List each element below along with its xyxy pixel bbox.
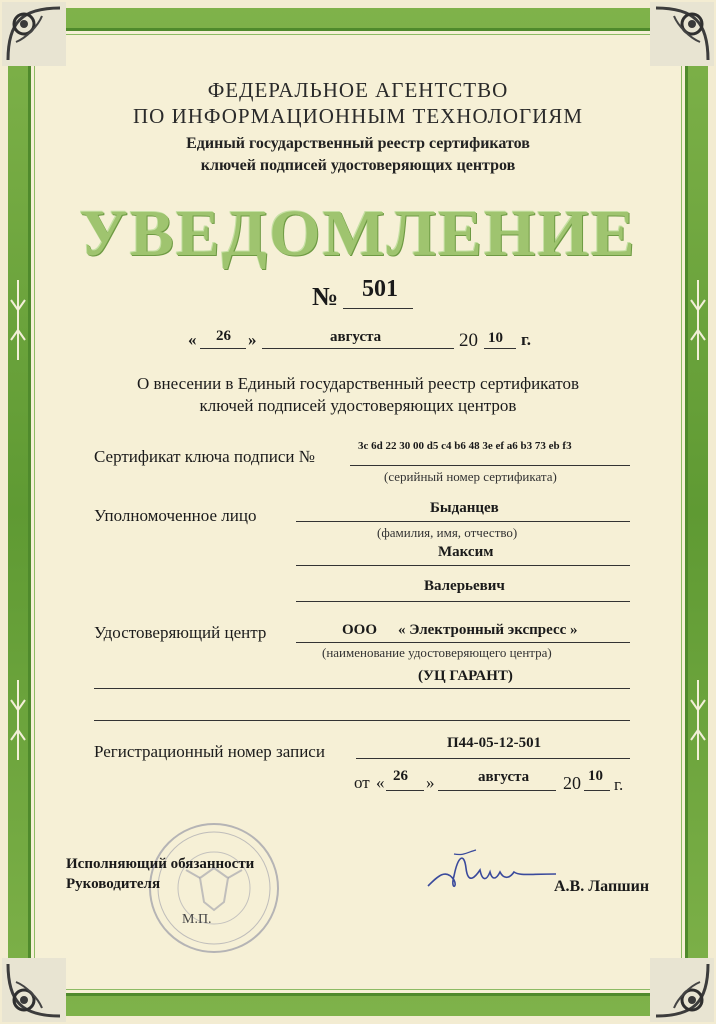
side-ornament [9,280,27,360]
role-line-2: Руководителя [66,876,161,892]
certificate-label: Сертификат ключа подписи № [94,447,315,466]
date-year-abbr: г. [521,330,532,349]
signer-name: А.В. Лапшин [554,878,650,895]
corner-ornament [650,2,714,66]
registration-from: от [354,773,370,792]
surname-underline [296,521,630,522]
day-underline [200,348,246,349]
date-year-suffix: 10 [488,330,503,346]
registration-close-quote: » [426,773,435,792]
registration-year-abbr: г. [614,775,624,794]
date-close-quote: » [248,330,257,349]
side-ornament [9,680,27,760]
registration-number: П44-05-12-501 [447,735,542,751]
person-surname: Быданцев [430,500,499,516]
date-year-prefix: 20 [459,330,478,351]
patronymic-underline [296,601,630,602]
center-hint: (наименование удостоверяющего центра) [322,645,552,660]
role-line-1: Исполняющий обязанности [66,856,255,872]
registration-day: 26 [393,768,408,784]
center-label: Удостоверяющий центр [94,623,267,642]
notice-number: 501 [362,276,398,302]
registry-line-1: Единый государственный реестр сертификатов [186,135,530,152]
year-underline [484,348,516,349]
number-sign: № [312,282,339,311]
registration-label: Регистрационный номер записи [94,742,325,761]
side-ornament [689,280,707,360]
registration-open-quote: « [376,773,385,792]
certificate-hint: (серийный номер сертификата) [384,469,557,484]
reg-month-underline [438,790,556,791]
date-open-quote: « [188,330,197,349]
corner-ornament [650,958,714,1022]
center-extra-line-1 [94,688,630,689]
subject-line-2: ключей подписей удостоверяющих центров [199,396,517,415]
stamp-mark: М.П. [182,912,212,927]
center-org-name: « Электронный экспресс » [398,622,578,638]
center-short-name: (УЦ ГАРАНТ) [418,668,513,684]
center-extra-line-2 [94,720,630,721]
official-seal-stamp [146,820,282,956]
corner-ornament [2,2,66,66]
name-underline [296,565,630,566]
agency-line-2: ПО ИНФОРМАЦИОННЫМ ТЕХНОЛОГИЯМ [132,104,583,128]
person-label: Уполномоченное лицо [94,506,257,525]
registration-year-prefix: 20 [563,773,581,793]
registration-year-suffix: 10 [588,768,603,784]
side-ornament [689,680,707,760]
document-title: УВЕДОМЛЕНИЕ [79,197,637,270]
person-patronymic: Валерьевич [424,578,505,594]
reg-year-underline [584,790,610,791]
number-underline [343,308,413,309]
serial-underline [350,465,630,466]
registry-line-2: ключей подписей удостоверяющих центров [200,157,516,174]
registration-month: августа [478,769,530,785]
agency-line-1: ФЕДЕРАЛЬНОЕ АГЕНТСТВО [207,78,509,102]
center-underline [296,642,630,643]
person-name: Максим [438,544,494,560]
person-hint: (фамилия, имя, отчество) [377,525,518,540]
corner-ornament [2,958,66,1022]
month-underline [262,348,454,349]
reg-day-underline [386,790,424,791]
registration-underline [356,758,630,759]
handwritten-signature [424,846,564,902]
center-org-form: ООО [342,622,378,638]
date-month: августа [330,329,382,345]
certificate-serial: 3c 6d 22 30 00 d5 c4 b6 48 3e ef a6 b3 73 eb f3 [358,440,572,452]
date-day: 26 [216,328,231,344]
subject-line-1: О внесении в Единый государственный реестр сертификатов [136,374,580,393]
